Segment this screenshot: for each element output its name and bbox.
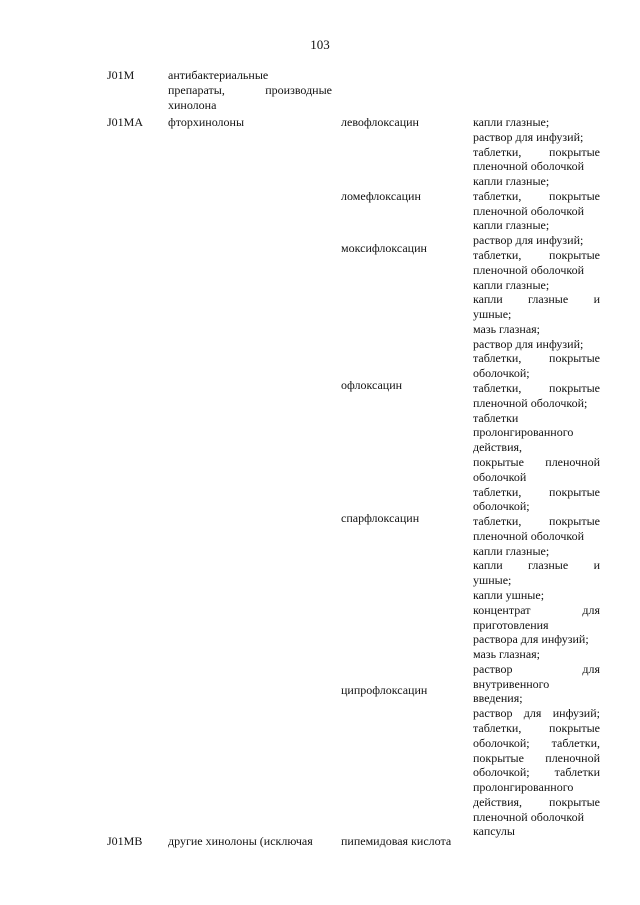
group-name-line: [168, 83, 332, 98]
dosage-form-line: оболочкой: [473, 470, 527, 484]
dosage-form-line-word-1: покрытые: [549, 514, 600, 528]
dosage-form-line: [473, 514, 600, 529]
dosage-form-line-word-1: покрытые: [549, 381, 600, 395]
dosage-form-line: оболочкой;: [473, 366, 530, 380]
drug-name: пипемидовая кислота: [341, 834, 452, 848]
dosage-form-line-word-0: таблетки,: [473, 381, 522, 395]
dosage-form-line-word-0: покрытые: [473, 751, 524, 765]
dosage-form-line: [473, 351, 600, 366]
dosage-form-line: ушные;: [473, 307, 512, 321]
dosage-form-line-word-1: покрытые: [549, 248, 600, 262]
dosage-form-line-word-2: инфузий;: [552, 706, 600, 720]
dosage-form-line-word-1: для: [582, 603, 600, 617]
dosage-form-line-word-0: капли: [473, 292, 503, 306]
dosage-form-line: [473, 248, 600, 263]
dosage-form-line: мазь глазная;: [473, 322, 541, 336]
dosage-form-line: [473, 189, 600, 204]
dosage-form-line: капли глазные;: [473, 174, 550, 188]
drug-name: офлоксацин: [341, 378, 403, 392]
dosage-form-line-word-1: покрытые: [549, 145, 600, 159]
dosage-form-line: [473, 455, 600, 470]
dosage-form-line-word-0: таблетки,: [473, 145, 522, 159]
dosage-form-line: [473, 381, 600, 396]
dosage-form-line-word-0: таблетки,: [473, 514, 522, 528]
dosage-form-line-word-1: глазные: [528, 292, 569, 306]
dosage-form-line: пленочной оболочкой: [473, 159, 585, 173]
drug-name: ципрофлоксацин: [341, 683, 428, 697]
page-number: 103: [310, 37, 330, 52]
dosage-form-line: приготовления: [473, 618, 549, 632]
dosage-form-line: [473, 662, 600, 677]
dosage-form-line: действия,: [473, 440, 523, 454]
dosage-form-line: раствор для инфузий;: [473, 130, 584, 144]
atc-code: J01M: [107, 68, 135, 82]
dosage-form-line-word-1: таблетки,: [551, 736, 600, 750]
dosage-form-line-word-0: таблетки,: [473, 721, 522, 735]
dosage-form-line-word-0: таблетки,: [473, 248, 522, 262]
dosage-form-line: [473, 751, 600, 766]
dosage-form-line-word-0: оболочкой;: [473, 765, 530, 779]
dosage-form-line: капсулы: [473, 824, 515, 838]
atc-code: J01MB: [107, 834, 143, 848]
dosage-form-line: пролонгированного: [473, 425, 574, 439]
dosage-form-line-word-0: оболочкой;: [473, 736, 530, 750]
dosage-form-line-word-1: для: [523, 706, 542, 720]
dosage-form-line-word-0: раствор: [473, 662, 513, 676]
dosage-form-line-word-1: таблетки: [554, 765, 600, 779]
drug-name: левофлоксацин: [341, 115, 419, 129]
dosage-form-line: [473, 706, 600, 721]
dosage-form-line: оболочкой;: [473, 499, 530, 513]
dosage-form-line: ушные;: [473, 573, 512, 587]
dosage-form-line-word-1: для: [582, 662, 600, 676]
dosage-form-line-word-1: покрытые: [549, 189, 600, 203]
dosage-form-line-word-0: таблетки,: [473, 189, 522, 203]
group-name-line: другие хинолоны (исключая: [168, 834, 313, 848]
dosage-form-line-word-0: раствор: [473, 706, 513, 720]
drug-name: ломефлоксацин: [341, 189, 421, 203]
dosage-form-line: пленочной оболочкой: [473, 263, 585, 277]
dosage-form-line: внутривенного: [473, 677, 550, 691]
dosage-form-line: пленочной оболочкой: [473, 529, 585, 543]
dosage-form-line-word-1: покрытые: [549, 795, 600, 809]
dosage-form-line: раствора для инфузий;: [473, 632, 589, 646]
dosage-form-line-word-0: таблетки,: [473, 351, 522, 365]
drug-name: моксифлоксацин: [341, 241, 427, 255]
dosage-form-line-word-0: таблетки,: [473, 485, 522, 499]
dosage-form-line-word-1: покрытые: [549, 721, 600, 735]
dosage-form-line: пленочной оболочкой;: [473, 396, 588, 410]
dosage-form-line: капли глазные;: [473, 115, 550, 129]
dosage-form-line-word-1: пленочной: [545, 751, 600, 765]
drug-name: спарфлоксацин: [341, 511, 420, 525]
dosage-form-line: капли глазные;: [473, 544, 550, 558]
dosage-form-line-word-1: глазные: [528, 558, 569, 572]
dosage-form-line: [473, 795, 600, 810]
dosage-form-line: раствор для инфузий;: [473, 233, 584, 247]
group-name-line: фторхинолоны: [168, 115, 245, 129]
dosage-form-line: таблетки: [473, 411, 519, 425]
dosage-form-line-word-0: концентрат: [473, 603, 531, 617]
dosage-form-line-word-1: покрытые: [549, 351, 600, 365]
dosage-form-line: [473, 736, 600, 751]
group-name-line-word-0: препараты,: [168, 83, 225, 97]
dosage-form-line: пленочной оболочкой: [473, 810, 585, 824]
dosage-form-line: [473, 292, 600, 307]
group-name-line: антибактериальные: [168, 68, 269, 82]
dosage-form-line: пленочной оболочкой: [473, 204, 585, 218]
dosage-form-line: [473, 721, 600, 736]
dosage-form-line-word-2: и: [593, 292, 600, 306]
dosage-form-line-word-2: и: [593, 558, 600, 572]
dosage-form-line: раствор для инфузий;: [473, 337, 584, 351]
dosage-form-line: мазь глазная;: [473, 647, 541, 661]
dosage-form-line-word-0: действия,: [473, 795, 523, 809]
dosage-form-line: [473, 558, 600, 573]
dosage-form-line-word-1: покрытые: [549, 485, 600, 499]
dosage-form-line-word-0: покрытые: [473, 455, 524, 469]
dosage-form-line: [473, 603, 600, 618]
dosage-form-line: [473, 485, 600, 500]
dosage-form-line: [473, 765, 600, 780]
dosage-form-line: капли ушные;: [473, 588, 545, 602]
dosage-form-line-word-1: пленочной: [545, 455, 600, 469]
group-name-line-word-1: производные: [265, 83, 332, 97]
dosage-form-line: капли глазные;: [473, 278, 550, 292]
dosage-form-line: введения;: [473, 691, 523, 705]
group-name-line: хинолона: [168, 98, 217, 112]
dosage-form-line-word-0: капли: [473, 558, 503, 572]
dosage-form-line: [473, 145, 600, 160]
dosage-form-line: капли глазные;: [473, 218, 550, 232]
dosage-form-line: пролонгированного: [473, 780, 574, 794]
atc-code: J01MA: [107, 115, 144, 129]
